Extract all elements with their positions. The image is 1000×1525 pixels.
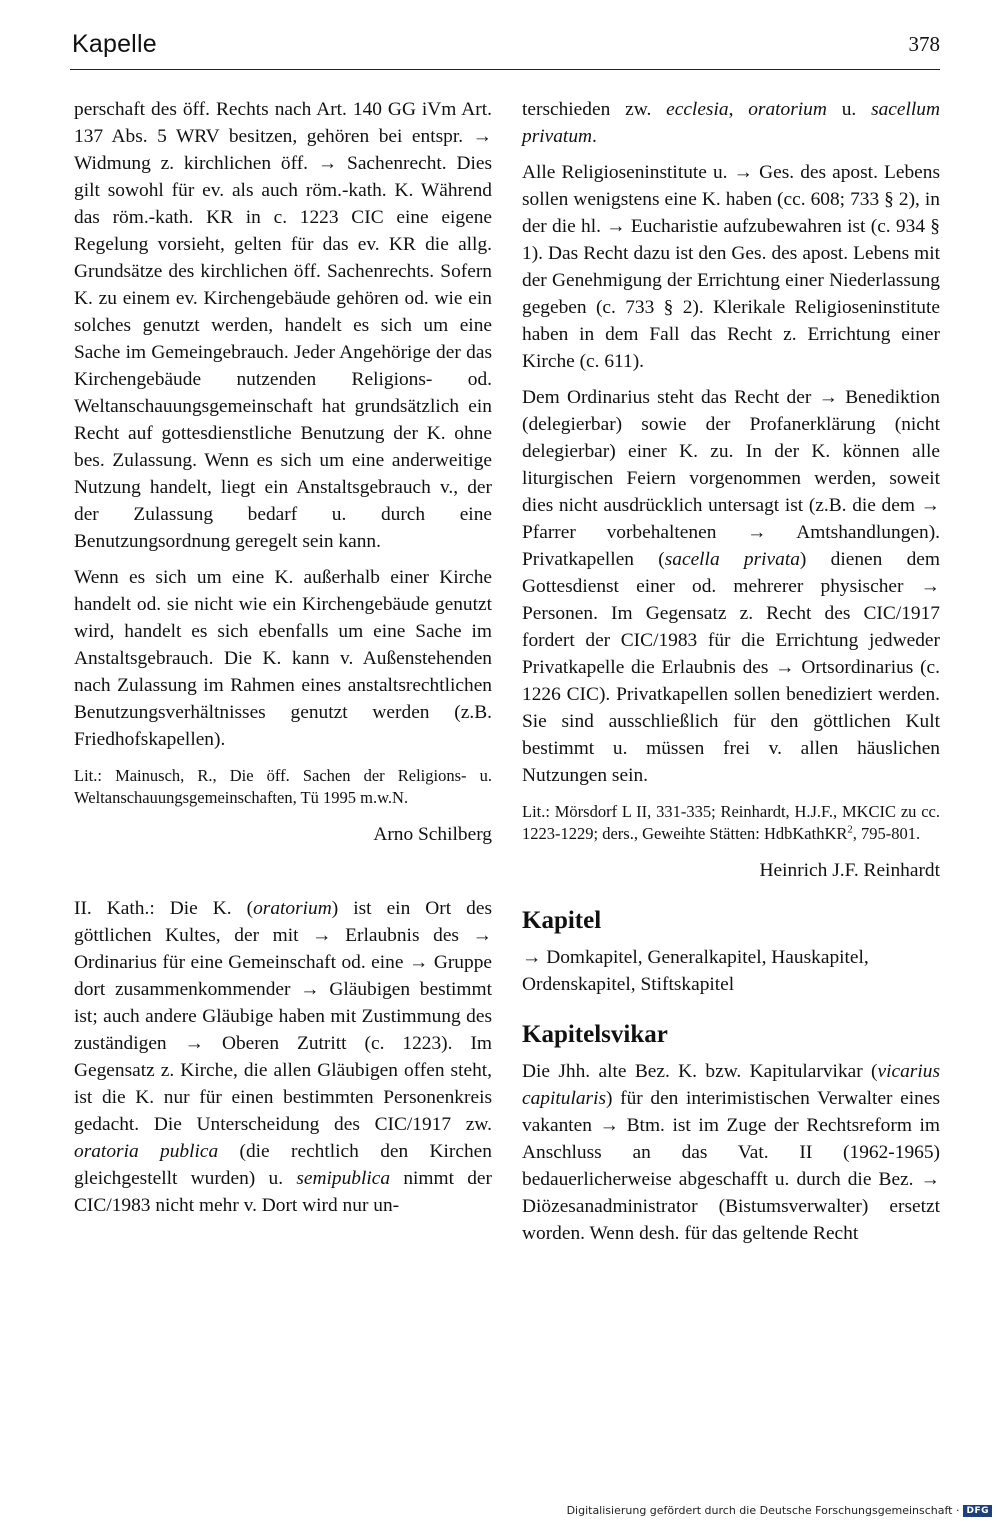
left-column [74, 96, 492, 1228]
text-run: ) dienen dem Gottesdienst einer od. mehrerer physischer → Personen. Im Gegensatz z. Recht des CIC/1917 fordert der CIC/1983 für die Errichtung jedweder Privatkapelle die Erlaubnis des → Ortsordinarius (c. 1226 CIC). Privatkapellen sollen benediziert werden. Sie sind ausschließlich für den göttlichen Kult bestimmt u. müssen frei v. allen häuslichen Nutzungen sein. [522, 549, 940, 786]
italic-term: sacellum privatum [522, 99, 940, 147]
literature-reference: Lit.: Mainusch, R., Die öff. Sachen der Religions- u. Weltanschauungsgemeinschaften, Tü 1995 m.w.N. [74, 766, 492, 807]
paragraph: Alle Religioseninstitute u. → Ges. des apost. Lebens sollen wenigstens eine K. haben (cc. 608; 733 § 2), in der die hl. → Eucharistie aufzubewahren ist (c. 934 § 1). Das Recht dazu ist den Ges. des apost. Lebens mit der Genehmigung der Errichtung einer Niederlassung gegeben (c. 733 § 2). Klerikale Religioseninstitute haben in dem Fall das Recht z. Errichtung einer Kirche (c. 611). [522, 162, 940, 372]
right-column [522, 96, 940, 1256]
text-run: . [592, 126, 597, 147]
text-run: nimmt der CIC/1983 nicht mehr v. Dort wird nur un- [74, 1168, 492, 1216]
italic-term: oratoria publica [74, 1141, 219, 1162]
text-run: terschieden zw. [522, 99, 667, 120]
italic-term: oratorium [748, 99, 827, 120]
entry-heading-kapitel: Kapitel [522, 907, 602, 934]
running-head-title: Kapelle [72, 30, 157, 58]
cross-reference-paragraph: → Domkapitel, Generalkapitel, Hauskapitel, Ordenskapitel, Stiftskapitel [522, 947, 869, 995]
text-run: Dem Ordinarius steht das Recht der → Benediktion (delegierbar) sowie der Profanerklärung (nicht delegierbar) einer K. zu. In der K. können alle liturgischen Feiern vorgenommen werden, soweit dies nicht ausdrücklich untersagt ist (z.B. die dem → Pfarrer vorbehaltenen → Amtshandlungen). Privatkapellen ( [522, 387, 940, 570]
italic-term: semipublica [296, 1168, 391, 1189]
paragraph: perschaft des öff. Rechts nach Art. 140 GG iVm Art. 137 Abs. 5 WRV besitzen, gehören bei entspr. → Widmung z. kirchlichen öff. → Sachenrecht. Dies gilt sowohl für ev. als auch röm.-kath. K. Während das röm.-kath. KR in c. 1223 CIC eine eigene Regelung vorsieht, gelten für das ev. KR die allg. Grundsätze des kirchlichen öff. Sachenrechts. Sofern K. zu einem ev. Kirchengebäude gehören od. wie ein solches genutzt werden, handelt es sich um eine Sache im Gemeingebrauch. Jeder Angehörige der das Kirchengebäude nutzenden Religions- od. Weltanschauungsgemeinschaft hat grundsätzlich ein Recht auf gottesdienstliche Benutzung der K. ohne bes. Zulassung. Wenn es sich um eine anderweitige Nutzung handelt, liegt ein Anstaltsgebrauch v., der der Zulassung bedarf u. durch eine Benutzungsordnung geregelt sein kann. [74, 99, 492, 552]
paragraph [522, 1058, 940, 1247]
literature-reference [522, 801, 940, 845]
italic-term: vicarius capitularis [522, 1061, 940, 1109]
italic-term: ecclesia [666, 99, 729, 120]
text-run: (die rechtlich den Kirchen gleichgestellt wurden) u. [74, 1141, 492, 1189]
italic-term: oratorium [253, 898, 332, 919]
superscript: 2 [847, 823, 853, 836]
digitization-footer [567, 1504, 992, 1517]
header-rule [70, 69, 940, 70]
text-run: ) ist ein Ort des göttlichen Kultes, der mit → Erlaubnis des → Ordinarius für eine Gemeinschaft od. eine → Gruppe dort zusammenkommender → Gläubigen bestimmt ist; auch andere Gläubige haben mit Zustimmung des zuständigen → Oberen Zutritt (c. 1223). Im Gegensatz z. Kirche, die allen Gläubigen offen steht, ist die K. nur für einen bestimmten Personenkreis gedacht. Die Unterscheidung des CIC/1917 zw. [74, 898, 492, 1135]
text-run: Lit.: Mörsdorf L II, 331-335; Reinhardt, H.J.F., MKCIC zu cc. 1223-1229; ders., Geweihte Stätten: HdbKathKR [522, 802, 940, 843]
text-run: , 795-801. [852, 824, 921, 843]
italic-term: sacella privata [664, 549, 800, 570]
section-gap [74, 857, 492, 895]
text-run: II. Kath.: Die K. ( [74, 898, 254, 919]
paragraph [522, 96, 940, 150]
text-run: Die Jhh. alte Bez. K. bzw. Kapitularvikar ( [522, 1061, 878, 1082]
entry-heading-kapitelsvikar: Kapitelsvikar [522, 1021, 668, 1048]
paragraph [522, 384, 940, 789]
author-signature: Heinrich J.F. Reinhardt [759, 860, 940, 881]
paragraph: Wenn es sich um eine K. außerhalb einer Kirche handelt od. sie nicht wie ein Kirchengebäude genutzt wird, handelt es sich ebenfalls um eine Sache im Anstaltsgebrauch. Die K. kann v. Außenstehenden nach Zulassung im Rahmen eines anstaltsrechtlichen Benutzungsverhältnisses genutzt werden (z.B. Friedhofskapellen). [74, 567, 492, 750]
paragraph [74, 895, 492, 1219]
author-signature: Arno Schilberg [373, 824, 492, 845]
text-run: ) für den interimistischen Verwalter eines vakanten → Btm. ist im Zuge der Rechtsreform im Anschluss an das Vat. II (1962-1965) bedauerlicherweise abgeschafft u. durch die Bez. → Diözesanadministrator (Bistumsverwalter) ersetzt worden. Wenn desh. für das geltende Recht [522, 1088, 940, 1244]
page-number: 378 [908, 32, 940, 56]
dfg-logo: DFG [963, 1505, 992, 1517]
footer-text: Digitalisierung gefördert durch die Deutsche Forschungsgemeinschaft · [566, 1504, 960, 1517]
text-run: u. [826, 99, 872, 120]
text-run: , [728, 99, 749, 120]
